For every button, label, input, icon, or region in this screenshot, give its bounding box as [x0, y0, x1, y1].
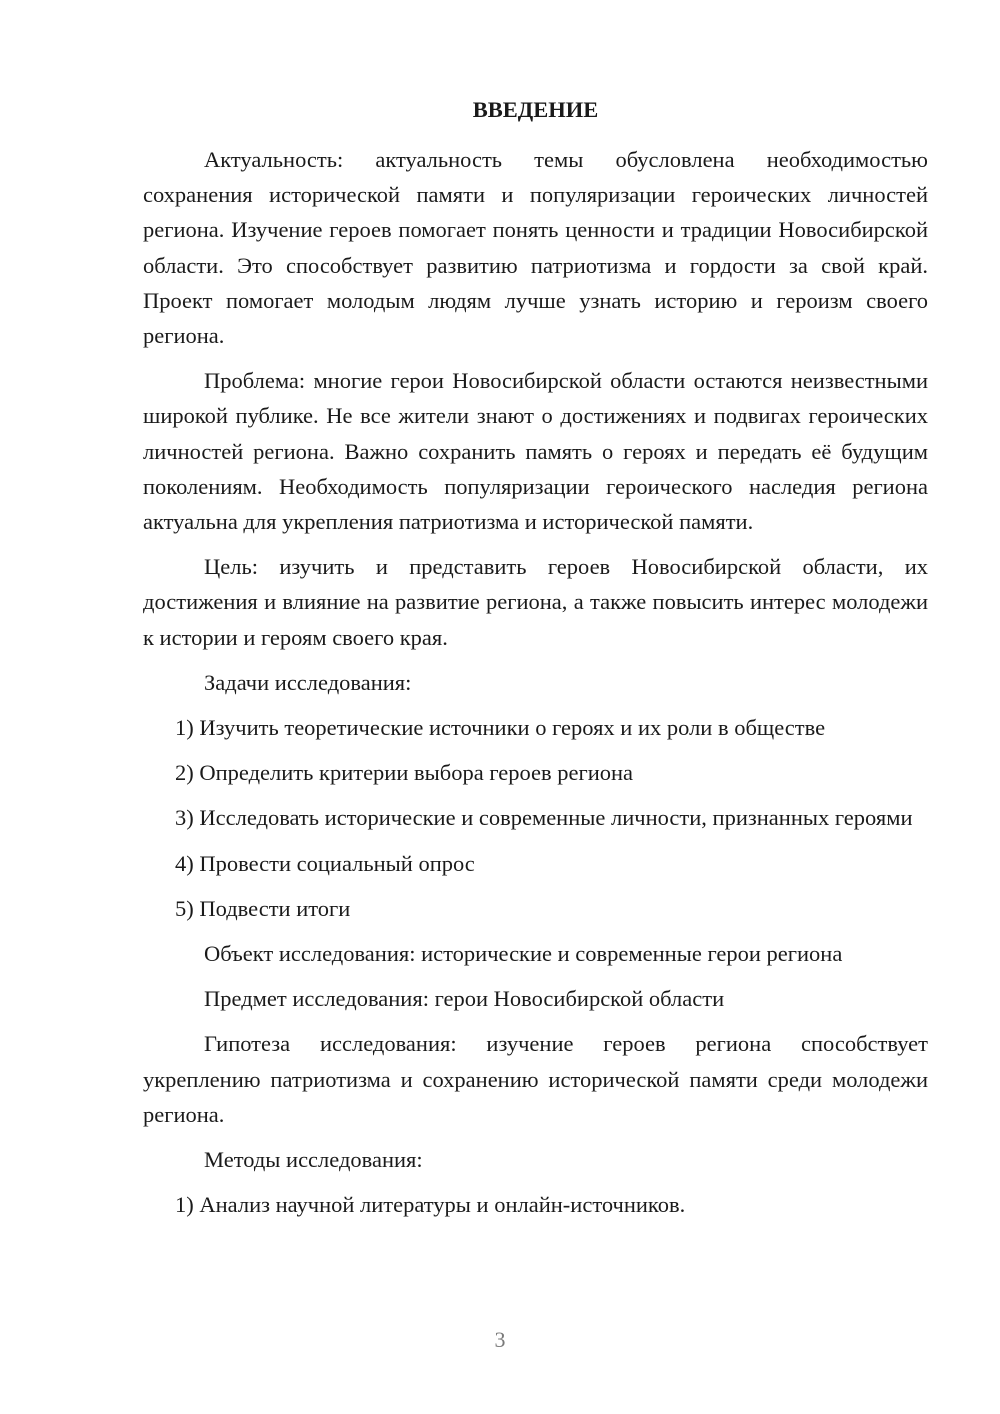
- task-item: 2) Определить критерии выбора героев региона: [175, 760, 634, 786]
- page-number: 3: [494, 1327, 506, 1352]
- document-page: [143, 92, 928, 1232]
- object-line: Объект исследования: исторические и современные герои региона: [204, 941, 843, 967]
- problem-paragraph: Проблема: многие герои Новосибирской области остаются неизвестными широкой публике. Не все жители знают о достижениях и подвигах героических личностей региона. Важно сохранить память о героях и передать её будущим поколениям. Необходимость популяризации героического наследия региона актуальна для укрепления патриотизма и исторической памяти.: [143, 368, 928, 535]
- relevance-paragraph: Актуальность: актуальность темы обусловлена необходимостью сохранения исторической памяти и популяризации героических личностей региона. Изучение героев помогает понять ценности и традиции Новосибирской области. Это способствует развитию патриотизма и гордости за свой край. Проект помогает молодым людям лучше узнать историю и героизм своего региона.: [143, 147, 928, 349]
- section-title: ВВЕДЕНИЕ: [472, 97, 599, 122]
- method-item: 1) Анализ научной литературы и онлайн-источников.: [175, 1192, 686, 1218]
- tasks-heading: Задачи исследования:: [204, 669, 412, 695]
- subject-line: Предмет исследования: герои Новосибирской области: [204, 986, 725, 1012]
- methods-heading: Методы исследования:: [204, 1147, 423, 1173]
- task-item: 4) Провести социальный опрос: [175, 850, 475, 876]
- task-item: 5) Подвести итоги: [175, 895, 351, 921]
- task-item: 3) Исследовать исторические и современные личности, признанных героями: [175, 805, 913, 831]
- task-item: 1) Изучить теоретические источники о героях и их роли в обществе: [175, 715, 826, 741]
- hypothesis-paragraph: Гипотеза исследования: изучение героев региона способствует укреплению патриотизма и сохранению исторической памяти среди молодежи региона.: [143, 1031, 928, 1127]
- goal-paragraph: Цель: изучить и представить героев Новосибирской области, их достижения и влияние на развитие региона, а также повысить интерес молодежи к истории и героям своего края.: [143, 554, 928, 650]
